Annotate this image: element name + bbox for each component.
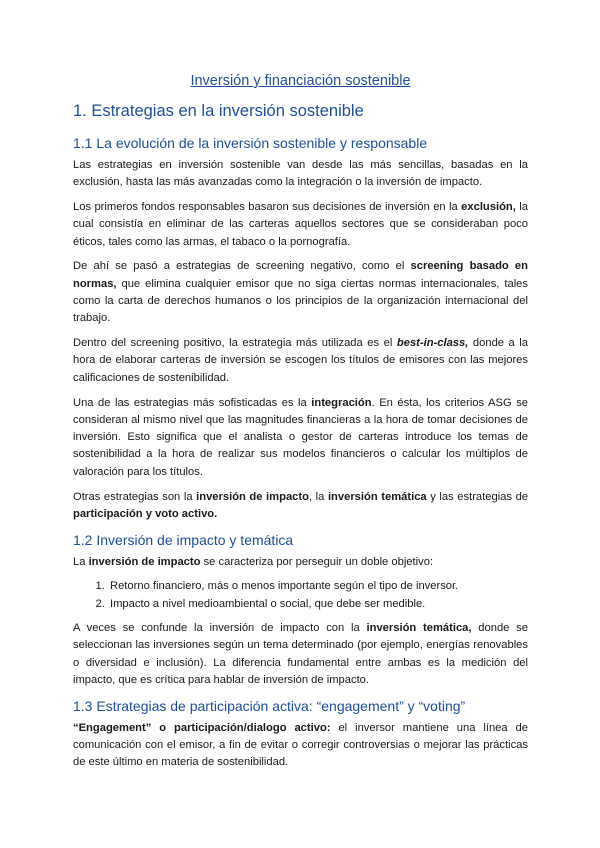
- text-run: Los primeros fondos responsables basaron sus decisiones de inversión en la: [73, 201, 462, 214]
- text-run: . En ésta, los criterios ASG se consideran al mismo nivel que las magnitudes financieras a la hora de tomar decisiones de inversión. Esto significa que el analista o gestor de carteras introduce los temas de sostenibilidad a la hora de realizar sus modelos financieros o calcular los múltiplos de valoración para los títulos.: [73, 396, 529, 478]
- text-run: que elimina cualquier emisor que no siga ciertas normas internacionales, tales como la carta de derechos humanos o los principios de la organización internacional del trabajo.: [73, 277, 528, 325]
- bold-term: participación y voto activo.: [73, 507, 218, 520]
- paragraph-1-3-1: [73, 720, 528, 772]
- bold-term: inversión temática,: [366, 622, 472, 635]
- text-run: De ahí se pasó a estrategias de screening negativo, como el: [73, 260, 411, 273]
- bold-term: “Engagement” o participación/dialogo activo:: [73, 721, 331, 734]
- bold-term: screening basado en normas,: [73, 260, 528, 290]
- text-run: Dentro del screening positivo, la estrategia más utilizada es el: [73, 337, 397, 350]
- list-item: 1. Retorno financiero, más o menos importante según el tipo de inversor.: [108, 578, 528, 595]
- bold-term: inversión de impacto: [88, 555, 201, 568]
- paragraph-1-1-4: [73, 335, 528, 387]
- bold-term: inversión temática: [327, 490, 427, 503]
- bold-term: exclusión,: [461, 201, 516, 214]
- text-run: la cual consistía en eliminar de las carteras aquellos sectores que se consideraban poco éticos, tales como las armas, el tabaco o la pornografía.: [73, 201, 528, 248]
- text-run: A veces se confunde la inversión de impacto con la: [73, 622, 367, 635]
- paragraph-1-1-5: [73, 395, 528, 481]
- heading-1-1: 1.1 La evolución de la inversión sostenible y responsable: [73, 135, 428, 151]
- bold-term: inversión de impacto: [196, 490, 309, 503]
- text-run: Otras estrategias son la: [73, 490, 197, 503]
- text-run: Una de las estrategias más sofisticadas es la: [73, 396, 312, 409]
- paragraph-1-2-1: [73, 554, 528, 571]
- text-run: La: [73, 555, 89, 568]
- text-run: , la: [308, 490, 328, 503]
- text-run: y las estrategias de: [426, 490, 529, 503]
- heading-1-3: 1.3 Estrategias de participación activa: “engagement” y “voting”: [73, 697, 466, 714]
- text-run: donde a la hora de elaborar carteras de inversión se escogen los títulos de emisores con las mejores calificaciones de sostenibilidad.: [73, 337, 528, 384]
- bold-italic-term: best-in-class,: [396, 337, 469, 350]
- paragraph-1-1-2: [73, 199, 528, 251]
- list-item: 2. Impacto a nivel medioambiental o social, que debe ser medible.: [108, 596, 528, 613]
- document-title: Inversión y financiación sostenible: [190, 73, 411, 89]
- heading-1-2: 1.2 Inversión de impacto y temática: [73, 531, 294, 548]
- text-run: el inversor mantiene una línea de comunicación con el emisor, a fin de evitar o corregir controversias o mejorar las prácticas de este último en materia de sostenibilidad.: [73, 721, 528, 769]
- paragraph-1-1-1: Las estrategias en inversión sostenible van desde las más sencillas, basadas en la exclusión, hasta las más avanzadas como la integración o la inversión de impacto.: [73, 159, 528, 189]
- objective-list: [73, 578, 528, 613]
- paragraph-1-1-3: [73, 258, 528, 327]
- bold-term: integración: [311, 396, 372, 409]
- paragraph-1-2-2: [73, 620, 528, 689]
- heading-1: 1. Estrategias en la inversión sostenible: [73, 102, 364, 120]
- paragraph-1-1-6: [73, 489, 528, 524]
- text-run: donde se seleccionan las inversiones según un tema determinado (por ejemplo, energías renovables o diversidad e inclusión). La diferencia fundamental entre ambas es la medición del impacto, que es crítica para hablar de inversión de impacto.: [73, 622, 528, 686]
- text-run: se caracteriza por perseguir un doble objetivo:: [200, 555, 434, 568]
